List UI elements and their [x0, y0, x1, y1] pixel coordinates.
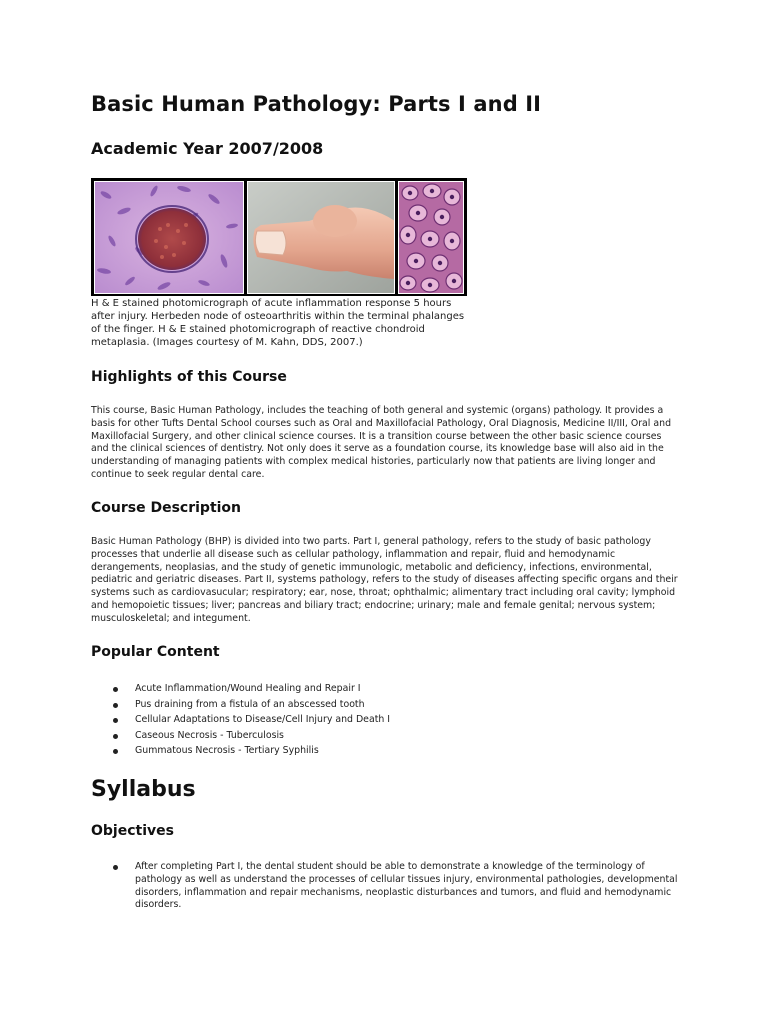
highlights-heading: Highlights of this Course: [91, 369, 287, 385]
popular-item-label: Pus draining from a fistula of an abscessed tooth: [135, 698, 365, 710]
list-item[interactable]: [91, 681, 390, 697]
bullet-icon: [113, 718, 118, 723]
course-description-heading: Course Description: [91, 500, 242, 516]
popular-item-label: Caseous Necrosis - Tuberculosis: [135, 729, 284, 741]
bullet-icon: [113, 734, 118, 739]
popular-item-label: Gummatous Necrosis - Tertiary Syphilis: [135, 745, 319, 756]
bullet-icon: [113, 749, 118, 754]
popular-content-heading: Popular Content: [91, 644, 220, 660]
popular-content-list: [91, 681, 390, 759]
popular-item-label: Cellular Adaptations to Disease/Cell Injury and Death I: [135, 714, 391, 725]
bullet-icon: [113, 687, 118, 692]
page-title: Basic Human Pathology: Parts I and II: [91, 92, 542, 116]
pathology-image-strip: [91, 178, 467, 296]
syllabus-heading: Syllabus: [91, 777, 196, 802]
objectives-heading: Objectives: [91, 823, 174, 839]
heberden-node-finger-image: [247, 181, 395, 294]
popular-item-label: Acute Inflammation/Wound Healing and Repair I: [135, 683, 361, 694]
bullet-icon: [113, 865, 118, 870]
course-description-paragraph: Basic Human Pathology (BHP) is divided into two parts. Part I, general pathology, refers to the study of basic pathology processes that underlie all disease such as cellular pathology, inflammation and repair, fluid and hemodynamic derangements, neoplasias, and the study of genetic immunologic, metabolic and deficiency, infections, environmental, pediatric and geriatric diseases. Part II, systems pathology, refers to the study of diseases affecting specific organs and their systems such as cardiovasucular; respiratory; ear, nose, throat; ophthalmic; alimentary tract including oral cavity; lymphoid and hemopoietic tissues; liver; pancreas and biliary tract; endocrine; urinary; male and female genital; nervous system; musculoskeletal; and integument.: [91, 536, 678, 624]
list-item[interactable]: [91, 743, 390, 759]
highlights-paragraph: This course, Basic Human Pathology, includes the teaching of both general and systemic (organs) pathology. It provides a basis for other Tufts Dental School courses such as Oral and Maxillofacial Pathology, Oral Diagnosis, Medicine II/III, Oral and Maxillofacial Surgery, and other clinical science courses. It is a transition course between the other basic science courses and the clinical sciences of dentistry. Not only does it serve as a foundation course, its knowledge base will also aid in the understanding of managing patients with complex medical histories, particularly now that patients are living longer and continue to seek regular dental care.: [91, 405, 672, 480]
objective-item: [91, 861, 681, 912]
bullet-icon: [113, 703, 118, 708]
figure-caption: H & E stained photomicrograph of acute inflammation response 5 hours after injury. Herbeden node of osteoarthritis within the terminal phalanges of the finger. H & E stained photomicrograph of reactive chondroid metaplasia. (Images courtesy of M. Kahn, DDS, 2007.): [91, 298, 465, 348]
list-item[interactable]: [91, 728, 390, 744]
list-item[interactable]: [91, 697, 390, 713]
inflammation-micrograph-image: [94, 181, 244, 294]
list-item[interactable]: [91, 712, 390, 728]
chondroid-metaplasia-micrograph-image: [398, 181, 464, 294]
academic-year-heading: Academic Year 2007/2008: [91, 139, 324, 158]
objective-text: After completing Part I, the dental student should be able to demonstrate a knowledge of the terminology of pathology as well as understand the processes of cellular tissues injury, environmental pathologies, developmental disorders, inflammation and repair mechanisms, neoplastic disturbances and tumors, and fluid and hemodynamic disorders.: [135, 861, 678, 911]
